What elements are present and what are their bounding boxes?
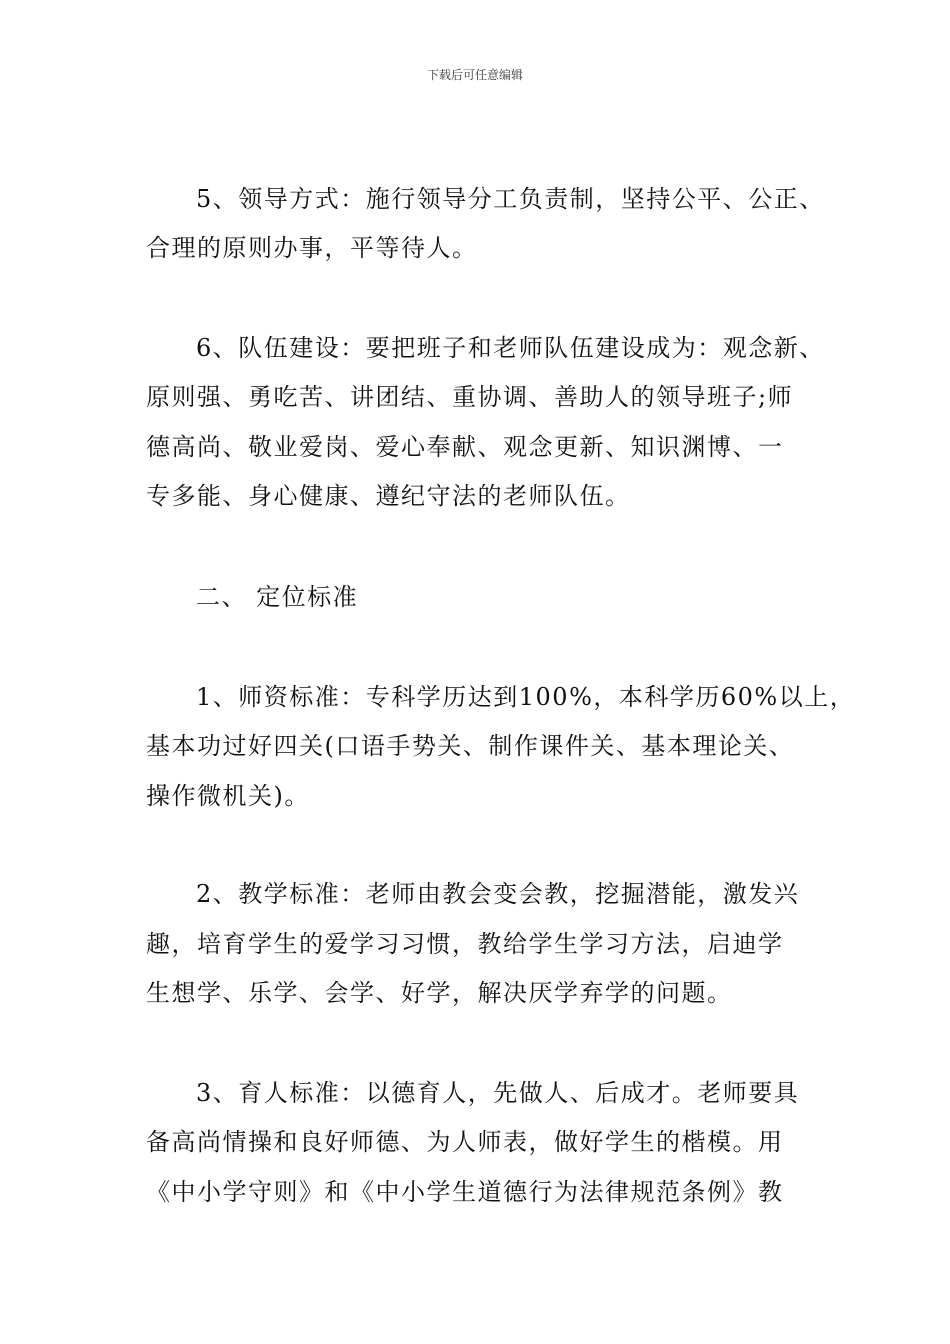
paragraph-line: 1、师资标准：专科学历达到100%，本科学历60%以上， (196, 683, 856, 711)
paragraph-line: 3、育人标准：以德育人，先做人、后成才。老师要具 (196, 1079, 800, 1107)
paragraph-line: 德高尚、敬业爱岗、爱心奉献、观念更新、知识渊博、一 (146, 433, 784, 461)
paragraph-line: 原则强、勇吃苦、讲团结、重协调、善助人的领导班子;师 (146, 383, 794, 411)
paragraph-line: 6、队伍建设：要把班子和老师队伍建设成为：观念新、 (196, 334, 825, 362)
paragraph-line: 趣，培育学生的爱学习习惯，教给学生学习方法，启迪学 (146, 930, 784, 958)
paragraph-line: 专多能、身心健康、遵纪守法的老师队伍。 (146, 482, 631, 510)
paragraph-line: 生想学、乐学、会学、好学，解决厌学弃学的问题。 (146, 979, 733, 1007)
paragraph-line: 备高尚情操和良好师德、为人师表，做好学生的楷模。用 (146, 1128, 784, 1156)
paragraph-line: 操作微机关)。 (146, 782, 310, 810)
paragraph-line: 2、教学标准：老师由教会变会教，挖掘潜能，激发兴 (196, 880, 800, 908)
paragraph-line: 5、领导方式：施行领导分工负责制，坚持公平、公正、 (196, 185, 825, 213)
paragraph-line: 合理的原则办事，平等待人。 (146, 234, 478, 262)
page-header: 下载后可任意编辑 (426, 68, 523, 82)
section-heading: 二、 定位标准 (196, 583, 359, 611)
paragraph-line: 《中小学守则》和《中小学生道德行为法律规范条例》教 (146, 1178, 784, 1206)
paragraph-line: 基本功过好四关(口语手势关、制作课件关、基本理论关、 (146, 732, 795, 760)
